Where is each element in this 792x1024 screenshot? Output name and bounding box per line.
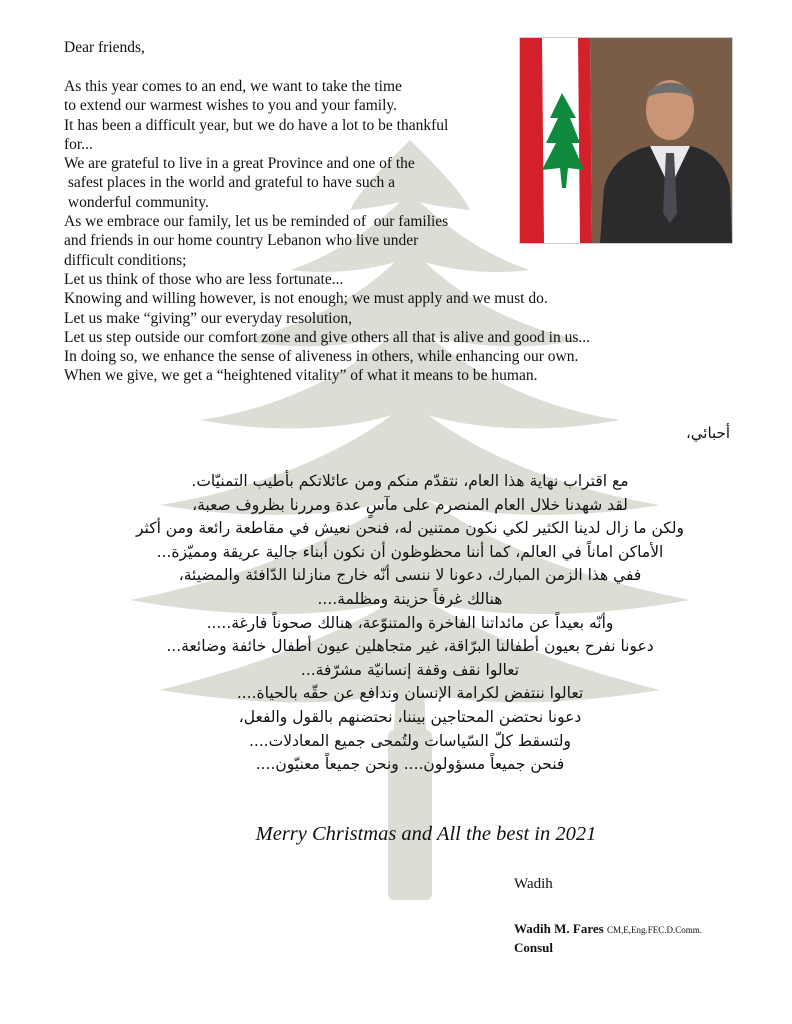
english-line: In doing so, we enhance the sense of aliveness in others, while enhancing our own.	[64, 348, 579, 366]
arabic-line: هنالك غرفاً حزينة ومظلمة....	[317, 589, 503, 608]
english-line: As this year comes to an end, we want to take the time	[64, 78, 402, 95]
arabic-line: ولكن ما زال لدينا الكثير لكي نكون ممتنين له، فنحن نعيش في مقاطعة رائعة ومن أكثر	[135, 519, 685, 538]
signature-first-name: Wadih	[514, 876, 553, 892]
arabic-line: تعالوا ننتفض لكرامة الإنسان وندافع عن حقّه بالحياة....	[236, 684, 584, 703]
english-line: and friends in our home country Lebanon who live under	[64, 232, 419, 250]
arabic-salutation: أحبائي،	[685, 424, 730, 442]
signature-title: Consul	[514, 940, 554, 955]
arabic-body	[60, 470, 760, 777]
arabic-line: الأماكن اماناً في العالم، كما أننا محظوظون أن نكون أبناء جالية عريقة ومميّزة...	[156, 542, 664, 561]
signature-block	[514, 920, 702, 956]
english-line: As we embrace our family, let us be reminded of our families	[64, 213, 449, 231]
arabic-line: لقد شهدنا خلال العام المنصرم على مآسٍ عدة ومررنا بظروف صعبة،	[192, 495, 628, 514]
arabic-line: ولتسقط كلّ السّياسات ولتُمحى جميع المعادلات....	[248, 731, 572, 750]
english-line: for...	[64, 135, 93, 153]
english-line: Let us think of those who are less fortunate...	[64, 270, 344, 288]
greeting: Dear friends,	[64, 39, 145, 56]
english-line: to extend our warmest wishes to you and your family.	[64, 97, 398, 115]
portrait-illustration	[520, 38, 732, 243]
english-line: Let us step outside our comfort zone and give others all that is alive and good in us...	[64, 328, 591, 346]
english-line: Let us make “giving” our everyday resolution,	[64, 309, 352, 327]
arabic-line: تعالوا نقف وقفة إنسانيّة مشرّفة...	[300, 660, 520, 679]
english-line: When we give, we get a “heightened vitality” of what it means to be human.	[64, 367, 538, 385]
arabic-line: مع اقتراب نهاية هذا العام، نتقدّم منكم ومن عائلاتكم بأطيب التمنيّات.	[191, 472, 629, 490]
portrait-photo	[519, 37, 733, 244]
arabic-line: ففي هذا الزمن المبارك، دعونا لا ننسى أنّه خارج منازلنا الدّافئة والمضيئة،	[178, 566, 642, 585]
english-line: wonderful community.	[64, 193, 209, 211]
english-line: Knowing and willing however, is not enough; we must apply and we must do.	[64, 290, 548, 308]
signature-name: Wadih M. Fares	[514, 921, 604, 936]
english-line: difficult conditions;	[64, 251, 187, 269]
closing-wish: Merry Christmas and All the best in 2021	[255, 823, 597, 845]
arabic-line: دعونا نحتضن المحتاجين بيننا، نحتضنهم بالقول والفعل،	[238, 707, 582, 726]
arabic-line: دعونا نفرح بعيون أطفالنا البرّاقة، غير متجاهلين عيون أطفال خائفة وضائعة...	[166, 637, 654, 656]
signature-credentials: CM,E,Eng.FEC.D.Comm.	[606, 925, 702, 935]
english-line: It has been a difficult year, but we do have a lot to be thankful	[64, 116, 449, 134]
english-line: We are grateful to live in a great Province and one of the	[64, 155, 415, 173]
arabic-line: فنحن جميعاً مسؤولون.... ونحن جميعاً معنيّون....	[255, 755, 565, 774]
arabic-line: وأنّه بعيداً عن مائداتنا الفاخرة والمتنوّعة، هنالك صحوناً فارغة.....	[206, 613, 614, 632]
english-line: safest places in the world and grateful to have such a	[64, 174, 395, 192]
